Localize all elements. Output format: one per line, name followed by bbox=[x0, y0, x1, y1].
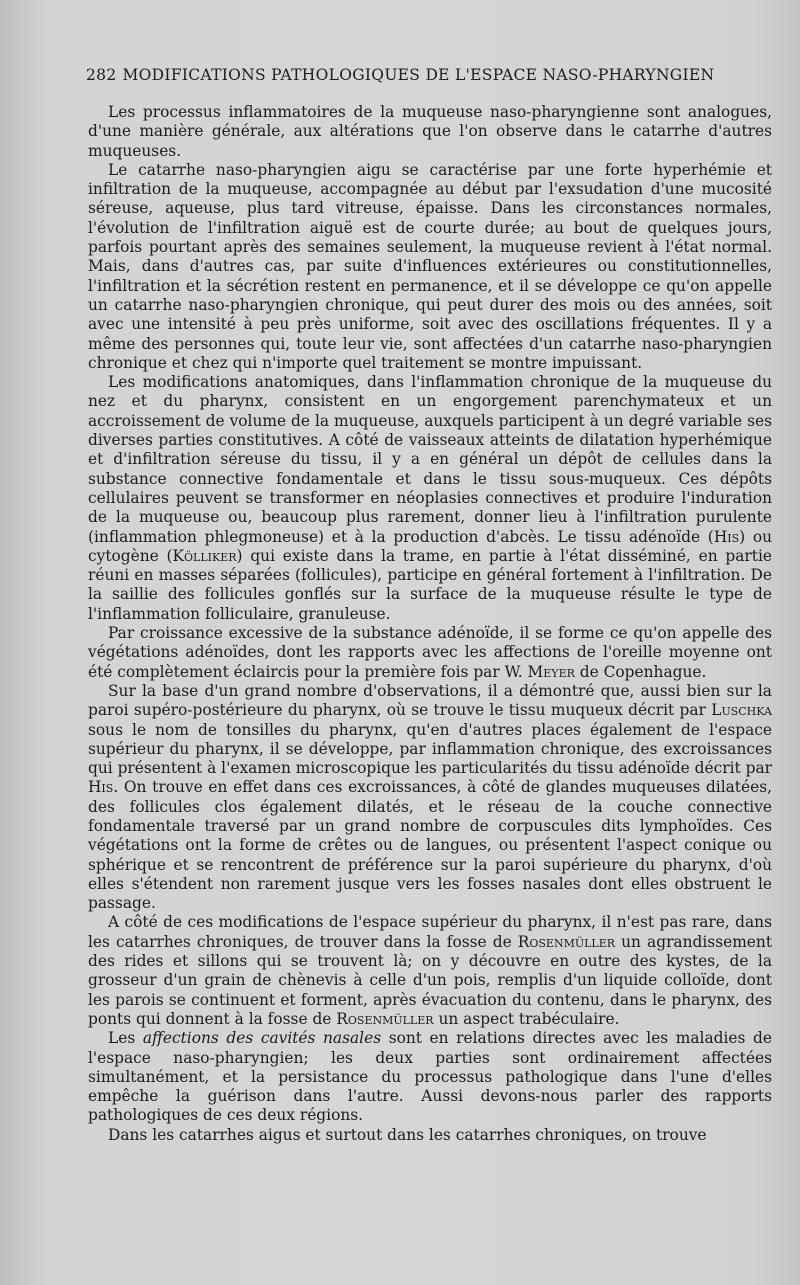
text-run: sont en relations directes avec les maladies de l'espace naso-pharyngien; les deux parties sont ordinairement affectées simultanément, et la persistance du processus pathologique dans l'une d'elles empêche la guérison dans l'autre. Aussi devons-nous parler des rapports pathologiques de ces deux régions. bbox=[88, 1029, 772, 1125]
text-run: ) qui existe dans la trame, en partie à l'état disséminé, en partie réuni en masses séparées (follicules), participe en général fortement à l'infiltration. De la saillie des follicules gonflés sur la surface de la muqueuse résulte le type de l'inflammation folliculaire, granuleuse. bbox=[88, 546, 772, 623]
text-run: sous le nom de tonsilles du pharynx, qu'en d'autres places également de l'espace supérieur du pharynx, il se développe, par inflammation chronique, des excroissances qui présentent à l'examen microscopique les particularités du tissu adénoïde décrit par bbox=[88, 720, 772, 778]
text-run: un aspect trabéculaire. bbox=[433, 1009, 620, 1028]
paragraph-5 bbox=[88, 682, 772, 914]
text-run: un agrandissement des rides et sillons qui se trouvent là; on y découvre en outre des kystes, de la grosseur d'un grain de chènevis à celle d'un pois, remplis d'un liquide colloïde, dont les parois se continuent et forment, après évacuation du contenu, dans le pharynx, des ponts qui donnent à la fosse de bbox=[88, 932, 772, 1028]
author-name: His bbox=[713, 527, 740, 546]
text-run: de Copenhague. bbox=[574, 662, 707, 681]
author-name: Rosenmüller bbox=[336, 1009, 434, 1028]
author-name: His bbox=[88, 778, 114, 797]
paragraph-4 bbox=[88, 624, 772, 682]
paragraph-8: Dans les catarrhes aigus et surtout dans les catarrhes chroniques, on trouve bbox=[108, 1125, 707, 1144]
text-run: Par croissance excessive de la substance adénoïde, il se forme ce qu'on appelle des végétations adénoïdes, dont les rapports avec les affections de l'oreille moyenne ont été complètement éclaircis pour la première fois par W. bbox=[88, 624, 772, 681]
paragraph-2: Le catarrhe naso-pharyngien aigu se caractérise par une forte hyperhémie et infiltration de la muqueuse, accompagnée au début par l'exsudation d'une mucosité séreuse, aqueuse, plus tard vitreuse, épaisse. Dans les circonstances normales, l'évolution de l'infiltration aiguë est de courte durée; au bout de quelques jours, parfois pourtant après des semaines seulement, la muqueuse revient à l'état normal. Mais, dans d'autres cas, par suite d'influences extérieures ou constitutionnelles, l'infiltration et la sécrétion restent en permanence, et il se développe ce qu'on appelle un catarrhe naso-pharyngien chronique, qui peut durer des mois ou des années, soit avec une intensité à peu près uniforme, soit avec des oscillations fréquentes. Il y a même des personnes qui, toute leur vie, sont affectées d'un catarrhe naso-pharyngien chronique et chez qui n'importe quel traitement se montre impuissant. bbox=[88, 160, 772, 372]
paragraph-6 bbox=[88, 913, 772, 1029]
paragraph-1: Les processus inflammatoires de la muqueuse naso-pharyngienne sont analogues, d'une manière générale, aux altérations que l'on observe dans le catarrhe d'autres muqueuses. bbox=[88, 103, 772, 160]
text-run: . On trouve en effet dans ces excroissances, à côté de glandes muqueuses dilatées, des follicules clos également dilatés, et le réseau de la couche connective fondamentale traversé par un grand nombre de corpuscules dits lymphoïdes. Ces végétations ont la forme de crêtes ou de langues, ou présentent l'aspect conique ou sphérique et se rencontrent de préférence sur la paroi supérieure du pharynx, d'où elles s'étendent non rarement jusque vers les fosses nasales dont elles obstruent le passage. bbox=[88, 778, 772, 913]
body-text bbox=[88, 103, 772, 1145]
running-header bbox=[86, 66, 750, 84]
running-title: MODIFICATIONS PATHOLOGIQUES DE L'ESPACE NASO-PHARYNGIEN bbox=[122, 66, 715, 84]
text-run: A côté de ces modifications de l'espace supérieur du pharynx, il n'est pas rare, dans les catarrhes chroniques, de trouver dans la fosse de bbox=[88, 913, 772, 951]
paragraph-7 bbox=[88, 1029, 772, 1125]
paragraph-3 bbox=[88, 373, 772, 624]
text-run: Les bbox=[108, 1029, 143, 1048]
page-number: 282 bbox=[86, 66, 117, 84]
author-name: Meyer bbox=[527, 662, 575, 681]
author-name: Kölliker bbox=[172, 546, 237, 565]
text-run: Sur la base d'un grand nombre d'observations, il a démontré que, aussi bien sur la paroi supéro-postérieure du pharynx, où se trouve le tissu muqueux décrit par bbox=[88, 681, 772, 720]
author-name: Rosenmüller bbox=[517, 932, 616, 951]
text-run: Les modifications anatomiques, dans l'inflammation chronique de la muqueuse du nez et du pharynx, consistent en un engorgement parenchymateux et un accroissement de volume de la muqueuse, auxquels participent à un degré variable ses diverses parties constitutives. A côté de vaisseaux atteints de dilatation hyperhémique et d'infiltration séreuse du tissu, il y a en général un dépôt de cellules dans la substance connective fondamentale et dans le tissu sous-muqueux. Ces dépôts cellulaires peuvent se transformer en néoplasies connectives et produire l'induration de la muqueuse ou, beaucoup plus rarement, donner lieu à l'infiltration purulente (inflammation phlegmoneuse) et à la production d'abcès. Le tissu adénoïde ( bbox=[88, 373, 772, 546]
text-run: ) ou cytogène ( bbox=[88, 527, 772, 565]
italic-term: affections des cavités nasales bbox=[142, 1029, 382, 1048]
author-name: Luschka bbox=[711, 701, 772, 720]
